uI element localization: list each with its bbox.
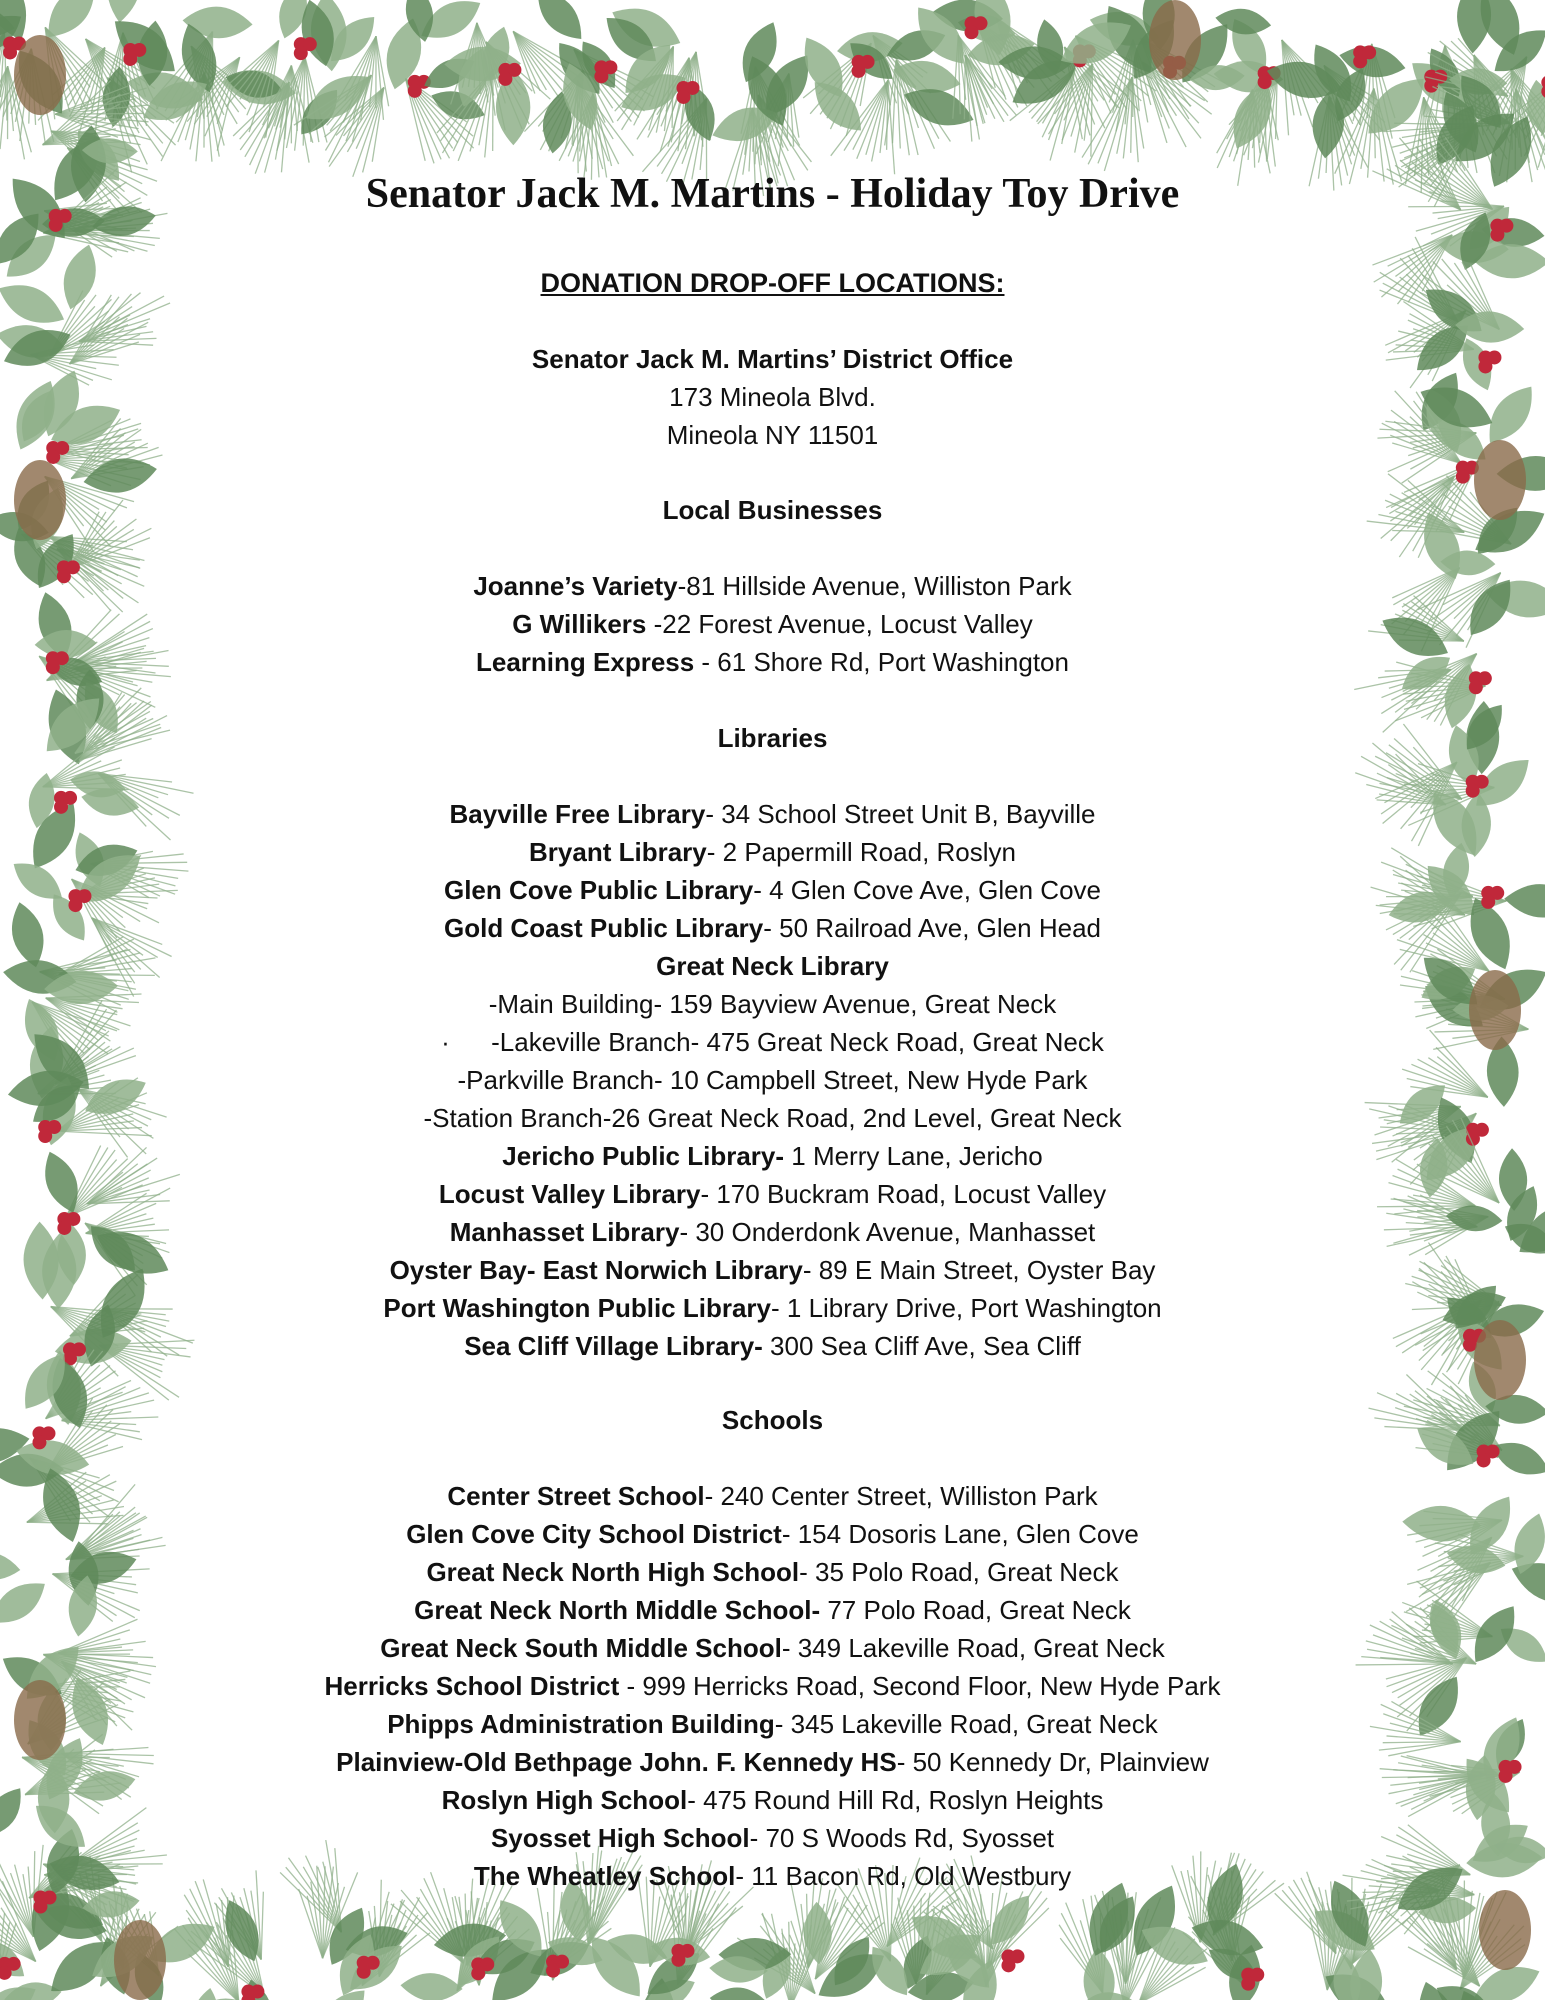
libraries-heading: Libraries [717,723,828,753]
office-city: Mineola NY 11501 [666,420,879,450]
businesses-heading: Local Businesses [662,495,883,525]
list-item: Port Washington Public Library- 1 Library Drive, Port Washington [383,1293,1162,1323]
list-item: Glen Cove Public Library- 4 Glen Cove Ave, Glen Cove [443,875,1102,905]
list-item: Jericho Public Library- 1 Merry Lane, Jericho [502,1141,1043,1171]
list-item: Center Street School- 240 Center Street, Williston Park [447,1481,1098,1511]
section-subtitle: DONATION DROP-OFF LOCATIONS: [540,268,1005,298]
bullet-dot: · [441,1027,450,1057]
list-item: Plainview-Old Bethpage John. F. Kennedy HS- 50 Kennedy Dr, Plainview [336,1747,1209,1777]
list-item: Syosset High School- 70 S Woods Rd, Syosset [490,1823,1055,1853]
list-item: Oyster Bay- East Norwich Library- 89 E Main Street, Oyster Bay [389,1255,1156,1285]
branch-item: -Main Building- 159 Bayview Avenue, Great Neck [488,989,1057,1019]
branch-item: -Parkville Branch- 10 Campbell Street, New Hyde Park [457,1065,1088,1095]
list-item: Bayville Free Library- 34 School Street Unit B, Bayville [449,799,1096,829]
list-item: G Willikers -22 Forest Avenue, Locust Valley [512,609,1033,639]
list-item: Great Neck South Middle School- 349 Lakeville Road, Great Neck [380,1633,1165,1663]
list-item: Sea Cliff Village Library- 300 Sea Cliff Ave, Sea Cliff [464,1331,1081,1361]
list-item: Glen Cove City School District- 154 Dosoris Lane, Glen Cove [406,1519,1139,1549]
office-street: 173 Mineola Blvd. [669,382,876,412]
branch-item: · -Lakeville Branch- 475 Great Neck Road, Great Neck [0,1023,1545,1061]
schools-heading: Schools [721,1405,824,1435]
list-item: Bryant Library- 2 Papermill Road, Roslyn [529,837,1016,867]
list-item: The Wheatley School- 11 Bacon Rd, Old Westbury [473,1861,1072,1891]
branch-item: -Station Branch-26 Great Neck Road, 2nd Level, Great Neck [423,1103,1122,1133]
list-item: Phipps Administration Building- 345 Lakeville Road, Great Neck [387,1709,1158,1739]
list-item: Learning Express - 61 Shore Rd, Port Washington [476,647,1069,677]
list-item: Manhasset Library- 30 Onderdonk Avenue, Manhasset [449,1217,1096,1247]
list-item: Gold Coast Public Library- 50 Railroad Ave, Glen Head [443,913,1101,943]
list-item: Joanne’s Variety-81 Hillside Avenue, Williston Park [473,571,1072,601]
list-item: Herricks School District - 999 Herricks Road, Second Floor, New Hyde Park [324,1671,1221,1701]
list-item: Locust Valley Library- 170 Buckram Road, Locust Valley [438,1179,1107,1209]
list-item: Roslyn High School- 475 Round Hill Rd, Roslyn Heights [441,1785,1104,1815]
page-title: Senator Jack M. Martins - Holiday Toy Drive [365,171,1180,217]
great-neck-library-heading: Great Neck Library [656,951,889,981]
list-item: Great Neck North Middle School- 77 Polo Road, Great Neck [414,1595,1131,1625]
list-item: Great Neck North High School- 35 Polo Road, Great Neck [426,1557,1119,1587]
office-name: Senator Jack M. Martins’ District Office [531,344,1014,374]
